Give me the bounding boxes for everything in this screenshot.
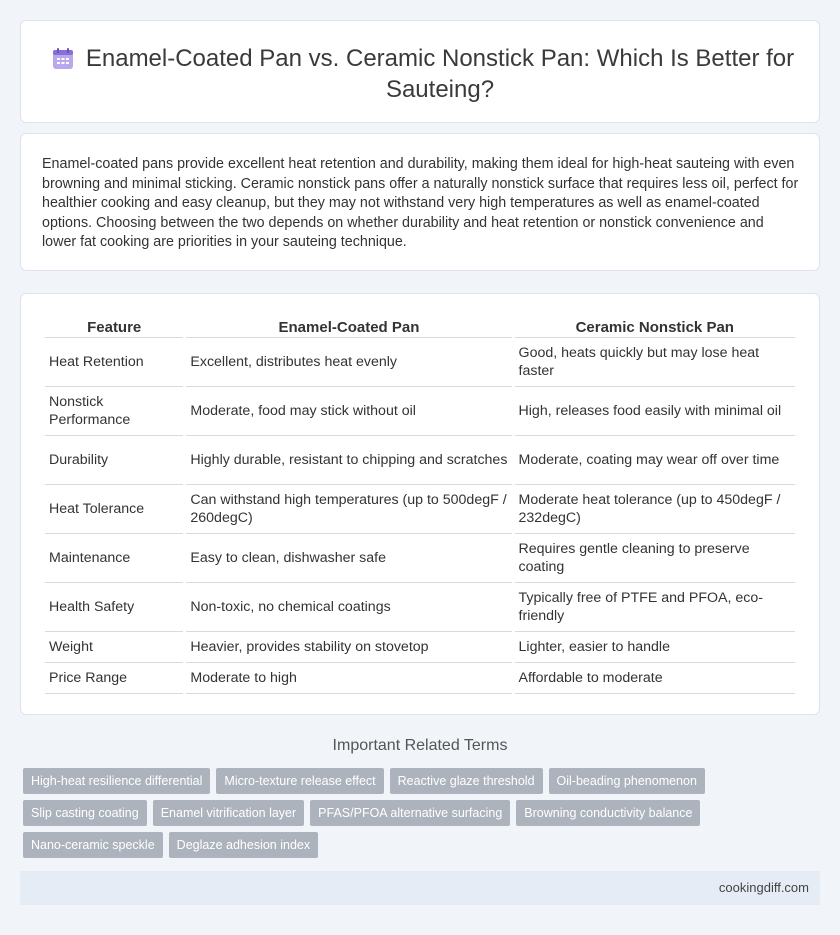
table-row xyxy=(45,663,795,694)
ceramic-cell: Affordable to moderate xyxy=(515,663,795,694)
footer-site[interactable]: cookingdiff.com xyxy=(718,880,809,895)
ceramic-cell: Moderate, coating may wear off over time xyxy=(515,436,795,485)
comparison-table xyxy=(42,314,798,694)
feature-cell: Maintenance xyxy=(45,534,183,583)
enamel-cell: Heavier, provides stability on stovetop xyxy=(186,632,511,663)
table-row xyxy=(45,583,795,632)
ceramic-cell: Requires gentle cleaning to preserve coating xyxy=(515,534,795,583)
header-ceramic: Ceramic Nonstick Pan xyxy=(515,314,795,338)
enamel-cell: Non-toxic, no chemical coatings xyxy=(186,583,511,632)
ceramic-cell: Typically free of PTFE and PFOA, eco-friendly xyxy=(515,583,795,632)
feature-cell: Weight xyxy=(45,632,183,663)
term-tag[interactable]: Deglaze adhesion index xyxy=(169,832,318,858)
enamel-cell: Can withstand high temperatures (up to 500degF / 260degC) xyxy=(186,485,511,534)
enamel-cell: Highly durable, resistant to chipping and scratches xyxy=(186,436,511,485)
enamel-cell: Easy to clean, dishwasher safe xyxy=(186,534,511,583)
enamel-cell: Moderate, food may stick without oil xyxy=(186,387,511,436)
comparison-card xyxy=(20,293,820,715)
feature-cell: Nonstick Performance xyxy=(45,387,183,436)
related-terms-heading: Important Related Terms xyxy=(332,737,508,754)
page-title: Enamel-Coated Pan vs. Ceramic Nonstick Pan: Which Is Better for Sauteing? xyxy=(85,45,795,103)
term-tag[interactable]: Nano-ceramic speckle xyxy=(23,832,163,858)
term-tag[interactable]: Enamel vitrification layer xyxy=(153,800,304,826)
term-tag[interactable]: High-heat resilience differential xyxy=(23,768,210,794)
header-enamel: Enamel-Coated Pan xyxy=(186,314,511,338)
feature-cell: Price Range xyxy=(45,663,183,694)
table-row xyxy=(45,534,795,583)
table-header-row xyxy=(45,314,795,338)
term-tag[interactable]: Oil-beading phenomenon xyxy=(549,768,705,794)
intro-paragraph: Enamel-coated pans provide excellent heat retention and durability, making them ideal for high-heat sauteing with even browning and minimal sticking. Ceramic nonstick pans offer a naturally nonstick surface that requires less oil, perfect for healthier cooking and easy cleanup, but they may not withstand very high temperatures as well as enamel-coated options. Choosing between the two depends on whether durability and heat retention or nonstick convenience and lower fat cooking are priorities in your sauteing technique. xyxy=(42,156,799,250)
enamel-cell: Excellent, distributes heat evenly xyxy=(186,338,511,387)
feature-cell: Heat Tolerance xyxy=(45,485,183,534)
ceramic-cell: Moderate heat tolerance (up to 450degF / 232degC) xyxy=(515,485,795,534)
table-row xyxy=(45,632,795,663)
term-tag[interactable]: Reactive glaze threshold xyxy=(390,768,543,794)
ceramic-cell: Lighter, easier to handle xyxy=(515,632,795,663)
title-card xyxy=(20,20,820,123)
feature-cell: Health Safety xyxy=(45,583,183,632)
enamel-cell: Moderate to high xyxy=(186,663,511,694)
term-tag[interactable]: Micro-texture release effect xyxy=(216,768,383,794)
table-row xyxy=(45,387,795,436)
header-feature: Feature xyxy=(45,314,183,338)
table-row xyxy=(45,485,795,534)
footer xyxy=(20,871,820,905)
ceramic-cell: High, releases food easily with minimal oil xyxy=(515,387,795,436)
intro-card xyxy=(20,133,820,271)
ceramic-cell: Good, heats quickly but may lose heat faster xyxy=(515,338,795,387)
table-row xyxy=(45,436,795,485)
table-row xyxy=(45,338,795,387)
feature-cell: Heat Retention xyxy=(45,338,183,387)
term-tag[interactable]: PFAS/PFOA alternative surfacing xyxy=(310,800,510,826)
related-terms-list xyxy=(23,768,823,858)
term-tag[interactable]: Browning conductivity balance xyxy=(516,800,700,826)
feature-cell: Durability xyxy=(45,436,183,485)
term-tag[interactable]: Slip casting coating xyxy=(23,800,147,826)
